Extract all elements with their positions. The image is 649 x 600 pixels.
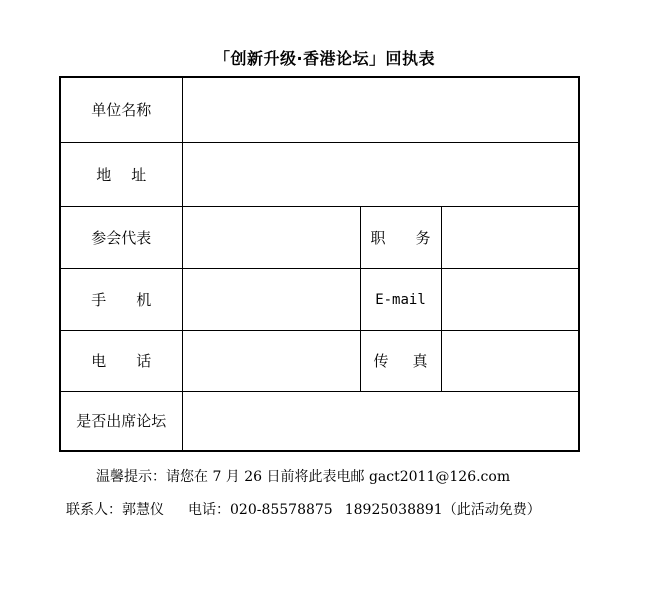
form-title: 「创新升级·香港论坛」回执表: [213, 49, 436, 68]
contact-mobile: 18925038891（此活动免费）: [344, 502, 541, 518]
fax-field[interactable]: [441, 330, 579, 391]
address-label: 地址: [60, 142, 182, 206]
contact-line: [66, 499, 541, 519]
delegate-field[interactable]: [182, 206, 360, 268]
position-label: 职务: [360, 206, 441, 268]
org-name-label: 单位名称: [60, 77, 182, 142]
table-row: [60, 268, 579, 330]
org-name-field[interactable]: [182, 77, 579, 142]
fax-label: 传真: [360, 330, 441, 391]
email-field[interactable]: [441, 268, 579, 330]
phone-label: 电话: [60, 330, 182, 391]
position-field[interactable]: [441, 206, 579, 268]
delegate-label: 参会代表: [60, 206, 182, 268]
table-row: [60, 142, 579, 206]
table-row: [60, 391, 579, 451]
mobile-field[interactable]: [182, 268, 360, 330]
table-row: [60, 77, 579, 142]
table-row: [60, 330, 579, 391]
phone-field[interactable]: [182, 330, 360, 391]
reply-form-table: [59, 76, 580, 452]
contact-phone: 电话：020-85578875: [188, 502, 333, 518]
address-field[interactable]: [182, 142, 579, 206]
attend-field[interactable]: [182, 391, 579, 451]
reminder-note: 温馨提示：请您在 7 月 26 日前将此表电邮 gact2011@126.com: [96, 469, 511, 485]
attend-label: 是否出席论坛: [60, 391, 182, 451]
contact-person: 联系人：郭慧仪: [66, 502, 164, 518]
mobile-label: 手机: [60, 268, 182, 330]
email-label: E-mail: [360, 268, 441, 330]
table-row: [60, 206, 579, 268]
